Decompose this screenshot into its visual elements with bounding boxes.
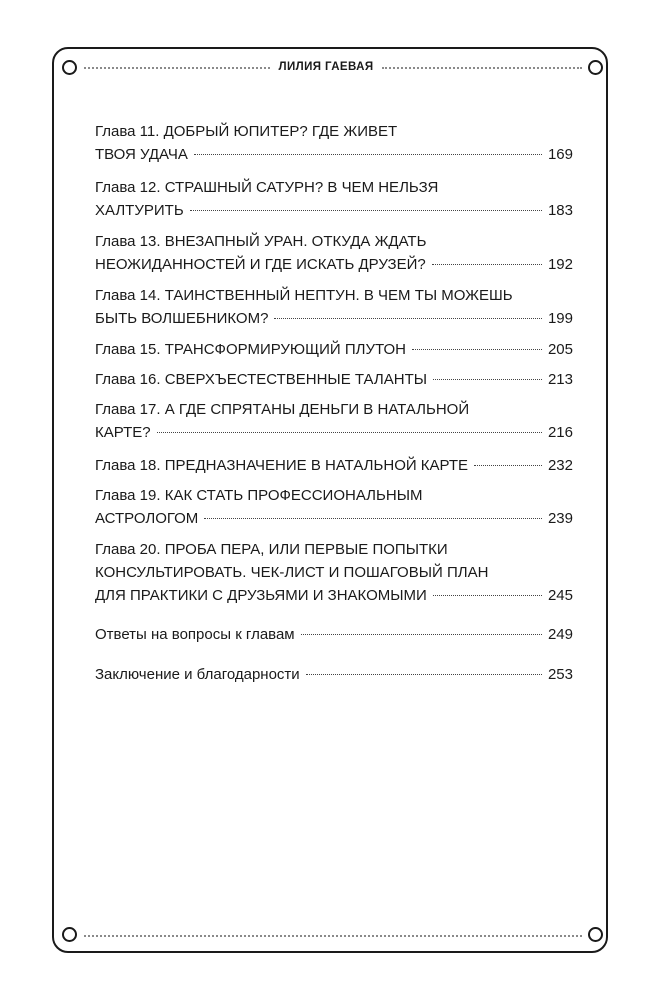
ring-icon (62, 927, 77, 942)
dot-leader (194, 154, 542, 155)
toc-page-number: 192 (547, 256, 573, 273)
toc-entry[interactable] (95, 398, 573, 444)
toc-entry-title: Глава 12. СТРАШНЫЙ САТУРН? В ЧЕМ НЕЛЬЗЯ (95, 179, 439, 196)
toc-entry[interactable] (95, 338, 573, 361)
toc-entry-title: Глава 15. ТРАНСФОРМИРУЮЩИЙ ПЛУТОН (95, 341, 407, 358)
toc-entry-title: Глава 20. ПРОБА ПЕРА, ИЛИ ПЕРВЫЕ ПОПЫТКИ (95, 541, 448, 558)
toc-entry[interactable] (95, 623, 573, 646)
dot-leader (274, 318, 542, 319)
toc-entry-title: КАРТЕ? (95, 424, 151, 441)
toc-entry[interactable] (95, 120, 573, 166)
dot-leader (433, 595, 542, 596)
dot-leader (433, 379, 542, 380)
ring-icon (588, 60, 603, 75)
toc-entry[interactable] (95, 454, 573, 477)
toc-entry[interactable] (95, 284, 573, 330)
dot-leader (432, 264, 542, 265)
toc-entry[interactable] (95, 176, 573, 222)
toc-page-number: 183 (547, 202, 573, 219)
toc-page-number: 245 (547, 587, 573, 604)
toc-entry-title: Глава 11. ДОБРЫЙ ЮПИТЕР? ГДЕ ЖИВЕТ (95, 123, 398, 140)
footer-dotted-rule (84, 935, 582, 937)
dot-leader (157, 432, 542, 433)
dot-leader (190, 210, 542, 211)
toc-entry-title: Глава 13. ВНЕЗАПНЫЙ УРАН. ОТКУДА ЖДАТЬ (95, 233, 427, 250)
toc-page-number: 169 (547, 146, 573, 163)
dot-leader (204, 518, 542, 519)
toc-page-number: 216 (547, 424, 573, 441)
toc-entry-title: Глава 14. ТАИНСТВЕННЫЙ НЕПТУН. В ЧЕМ ТЫ МОЖЕШЬ (95, 287, 513, 304)
toc-page-number: 199 (547, 310, 573, 327)
toc-entry-title: ДЛЯ ПРАКТИКИ С ДРУЗЬЯМИ И ЗНАКОМЫМИ (95, 587, 427, 604)
toc-entry-title: ТВОЯ УДАЧА (95, 146, 188, 163)
toc-entry-title: Заключение и благодарности (95, 666, 300, 683)
toc-entry-title: НЕОЖИДАННОСТЕЙ И ГДЕ ИСКАТЬ ДРУЗЕЙ? (95, 256, 426, 273)
toc-page-number: 253 (547, 666, 573, 683)
header-dotted-rule (382, 67, 582, 69)
toc-entry-title: Глава 18. ПРЕДНАЗНАЧЕНИЕ В НАТАЛЬНОЙ КАРТЕ (95, 457, 469, 474)
toc-entry[interactable] (95, 538, 573, 607)
dot-leader (306, 674, 542, 675)
dot-leader (474, 465, 542, 466)
toc-entry-title: Глава 19. КАК СТАТЬ ПРОФЕССИОНАЛЬНЫМ (95, 487, 423, 504)
ring-icon (588, 927, 603, 942)
toc-entry[interactable] (95, 484, 573, 530)
toc-entry-title: БЫТЬ ВОЛШЕБНИКОМ? (95, 310, 269, 327)
dot-leader (301, 634, 542, 635)
toc-entry-title: Глава 16. СВЕРХЪЕСТЕСТВЕННЫЕ ТАЛАНТЫ (95, 371, 428, 388)
running-head: ЛИЛИЯ ГАЕВАЯ (278, 61, 374, 73)
toc-page-number: 249 (547, 626, 573, 643)
toc-page-number: 213 (547, 371, 573, 388)
toc-page-number: 232 (547, 457, 573, 474)
toc-entry-title: Ответы на вопросы к главам (95, 626, 295, 643)
toc-entry-title: АСТРОЛОГОМ (95, 510, 199, 527)
toc-entry-title: КОНСУЛЬТИРОВАТЬ. ЧЕК-ЛИСТ И ПОШАГОВЫЙ ПЛАН (95, 564, 489, 581)
toc-page-number: 239 (547, 510, 573, 527)
header-dotted-rule (84, 67, 270, 69)
toc-entry-title: ХАЛТУРИТЬ (95, 202, 184, 219)
toc-page-number: 205 (547, 341, 573, 358)
dot-leader (412, 349, 542, 350)
toc-entry[interactable] (95, 368, 573, 391)
toc-entry[interactable] (95, 230, 573, 276)
ring-icon (62, 60, 77, 75)
toc-entry[interactable] (95, 663, 573, 686)
toc-entry-title: Глава 17. А ГДЕ СПРЯТАНЫ ДЕНЬГИ В НАТАЛЬНОЙ (95, 401, 470, 418)
